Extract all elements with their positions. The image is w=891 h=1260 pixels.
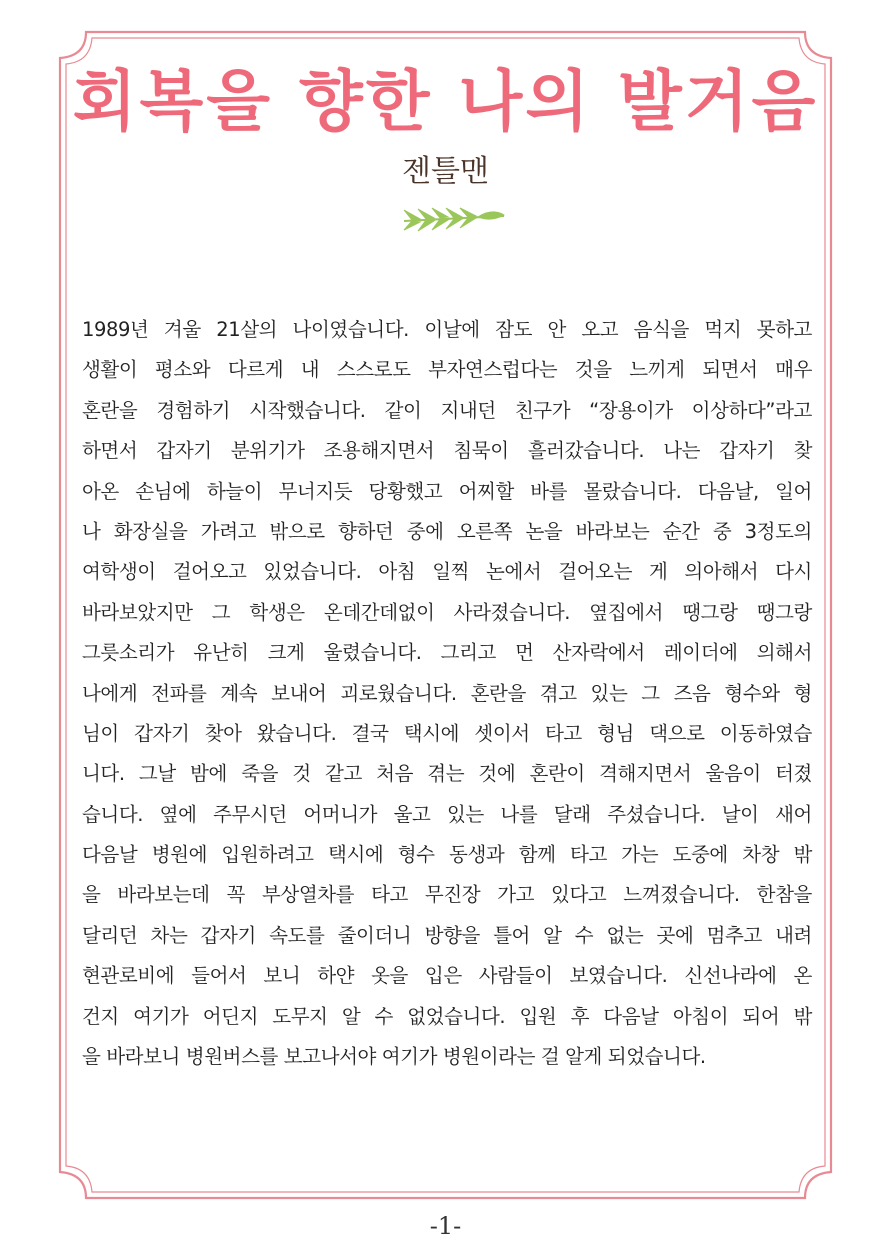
body-line: 혼란을 경험하기 시작했습니다. 같이 지내던 친구가 “장용이가 이상하다”라고: [82, 398, 812, 422]
page-title: 회복을 향한 나의 발거음: [72, 63, 819, 140]
body-line: 나 화장실을 가려고 밖으로 향하던 중에 오른쪽 논을 바라보는 순간 중 3정도의: [82, 519, 812, 543]
body-line: 그릇소리가 유난히 크게 울렸습니다. 그리고 먼 산자락에서 레이더에 의해서: [82, 641, 812, 665]
body-line: 달리던 차는 갑자기 속도를 줄이더니 방향을 틀어 알 수 없는 곳에 멈추고 내려: [82, 923, 812, 947]
body-line: 바라보았지만 그 학생은 온데간데없이 사라졌습니다. 옆집에서 땡그랑 땡그랑: [82, 600, 812, 624]
body-text: [82, 310, 812, 1077]
body-line: 을 바라보니 병원버스를 보고나서야 여기가 병원이라는 걸 알게 되었습니다.: [82, 1045, 706, 1069]
page-number: -1-: [429, 1212, 462, 1240]
body-line: 습니다. 옆에 주무시던 어머니가 울고 있는 나를 달래 주셨습니다. 날이 새어: [82, 802, 812, 826]
body-line: 아온 손님에 하늘이 무너지듯 당황했고 어찌할 바를 몰랐습니다. 다음날, 일어: [82, 479, 812, 503]
body-line: 하면서 갑자기 분위기가 조용해지면서 침묵이 흘러갔습니다. 나는 갑자기 찾: [82, 439, 812, 463]
body-line: 건지 여기가 어딘지 도무지 알 수 없었습니다. 입원 후 다음날 아침이 되어 밖: [82, 1004, 812, 1028]
leaf-sprig-icon: [400, 206, 506, 234]
body-line: 나에게 전파를 계속 보내어 괴로웠습니다. 혼란을 겪고 있는 그 즈음 형수와 형: [82, 681, 812, 705]
body-line: 니다. 그날 밤에 죽을 것 같고 처음 겪는 것에 혼란이 격해지면서 울음이 터졌: [82, 762, 812, 786]
author-name: 젠틀맨: [402, 154, 489, 189]
body-line: 님이 갑자기 찾아 왔습니다. 결국 택시에 셋이서 타고 형님 댁으로 이동하였습: [82, 721, 812, 745]
body-line: 다음날 병원에 입원하려고 택시에 형수 동생과 함께 타고 가는 도중에 차창 밖: [82, 843, 812, 867]
body-line: 생활이 평소와 다르게 내 스스로도 부자연스럽다는 것을 느끼게 되면서 매우: [82, 358, 812, 382]
body-line: 여학생이 걸어오고 있었습니다. 아침 일찍 논에서 걸어오는 게 의아해서 다시: [82, 560, 812, 584]
body-line: 현관로비에 들어서 보니 하얀 옷을 입은 사람들이 보였습니다. 신선나라에 온: [82, 964, 812, 988]
body-line: 1989년 겨울 21살의 나이였습니다. 이날에 잠도 안 오고 음식을 먹지 못하고: [82, 318, 812, 341]
body-line: 을 바라보는데 꼭 부상열차를 타고 무진장 가고 있다고 느껴졌습니다. 한참을: [82, 883, 812, 907]
